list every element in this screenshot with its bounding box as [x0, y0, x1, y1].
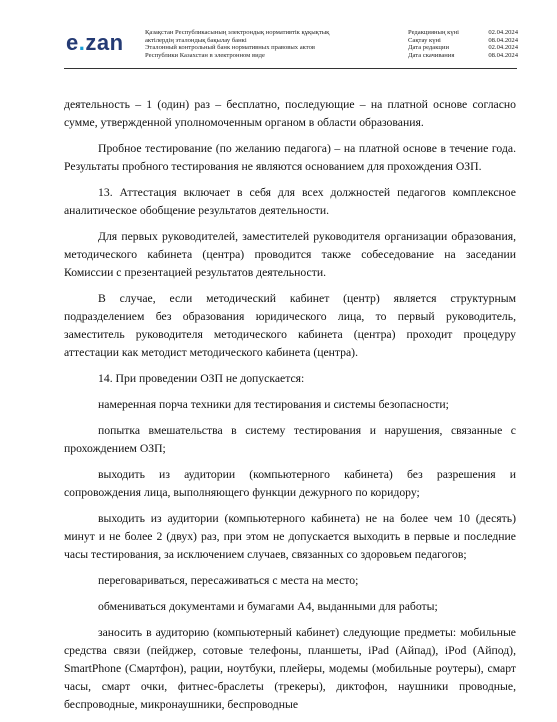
- meta-value: 02.04.2024: [488, 29, 518, 36]
- meta-label: Редакцияның күні: [408, 29, 459, 36]
- meta-label: Сақтау күні: [408, 36, 441, 44]
- logo-zan: zan: [85, 30, 124, 55]
- paragraph: Пробное тестирование (по желанию педагога) – на платной основе в течение года. Результаты пробного тестирования не являются основанием для прохождения ОЗП.: [64, 142, 516, 173]
- paragraph: Для первых руководителей, заместителей руководителя организации образования, методического кабинета (центра) проводится также собеседование на заседании Комиссии с презентацией результатов деятельности.: [64, 230, 516, 279]
- list-item: заносить в аудиторию (компьютерный кабинет) следующие предметы: мобильные средства связи (пейджер, сотовые телефоны, планшеты, iPad (Айпад), iPod (Айпод), SmartPhone (Смартфон), рации, ноутбуки, плейеры, модемы (мобильные роутеры), смарт часы, смарт очки, фитнес-браслеты (трекеры), диктофон, наушники проводные, беспроводные, микронаушники, беспроводные: [64, 626, 516, 711]
- header-dates: [408, 29, 518, 60]
- header-line: Республики Казахстан в электронном виде: [145, 52, 265, 60]
- paragraph: 13. Аттестация включает в себя для всех должностей педагогов комплексное аналитическое обобщение результатов деятельности.: [64, 186, 516, 217]
- header-line: актілердің эталондық бақылау банкі: [145, 36, 247, 44]
- document-body: [64, 96, 516, 722]
- list-item: намеренная порча техники для тестирования и системы безопасности;: [98, 398, 449, 411]
- header-line: Эталонный контрольный банк нормативных правовых актов: [145, 44, 315, 52]
- list-item: выходить из аудитории (компьютерного кабинета) без разрешения и сопровождения лица, выполняющего функции дежурного по коридору;: [64, 468, 516, 499]
- meta-label: Дата редакции: [408, 44, 449, 52]
- list-item: переговариваться, пересаживаться с места на место;: [98, 574, 359, 587]
- meta-row: [408, 29, 518, 37]
- list-item: обмениваться документами и бумагами А4, выданными для работы;: [98, 600, 438, 613]
- meta-label: Дата скачивания: [408, 52, 455, 60]
- header-divider: [64, 68, 517, 69]
- logo-dot: .: [78, 30, 86, 55]
- paragraph: 14. При проведении ОЗП не допускается:: [98, 372, 305, 385]
- paragraph: В случае, если методический кабинет (центр) является структурным подразделением без образования юридического лица, то первый руководитель, заместитель руководителя методического кабинета (центра) проходит процедуру аттестации как методист методического кабинета (центра).: [64, 292, 516, 359]
- meta-row: [408, 37, 518, 45]
- document-header: [0, 0, 557, 84]
- header-line: Қазақстан Республикасының электрондық нормативтік құқықтық: [145, 29, 330, 36]
- meta-value: 02.04.2024: [488, 44, 518, 52]
- list-item: попытка вмешательства в систему тестирования и нарушения, связанные с прохождением ОЗП;: [64, 424, 516, 455]
- meta-row: [408, 52, 518, 60]
- meta-value: 08.04.2024: [488, 52, 518, 60]
- list-item: выходить из аудитории (компьютерного кабинета) не на более чем 10 (десять) минут и не более 2 (двух) раз, при этом не допускается выходить в первые и последние часы тестирования, за исключением случаев, связанных со здоровьем педагогов;: [64, 512, 516, 561]
- ezan-logo: [66, 30, 124, 56]
- paragraph: деятельность – 1 (один) раз – бесплатно, последующие – на платной основе согласно сумме, утвержденной уполномоченным органом в области образования.: [64, 98, 516, 129]
- meta-row: [408, 44, 518, 52]
- meta-value: 08.04.2024: [488, 36, 518, 44]
- logo-e: e: [66, 30, 79, 55]
- header-source-text: [145, 29, 395, 60]
